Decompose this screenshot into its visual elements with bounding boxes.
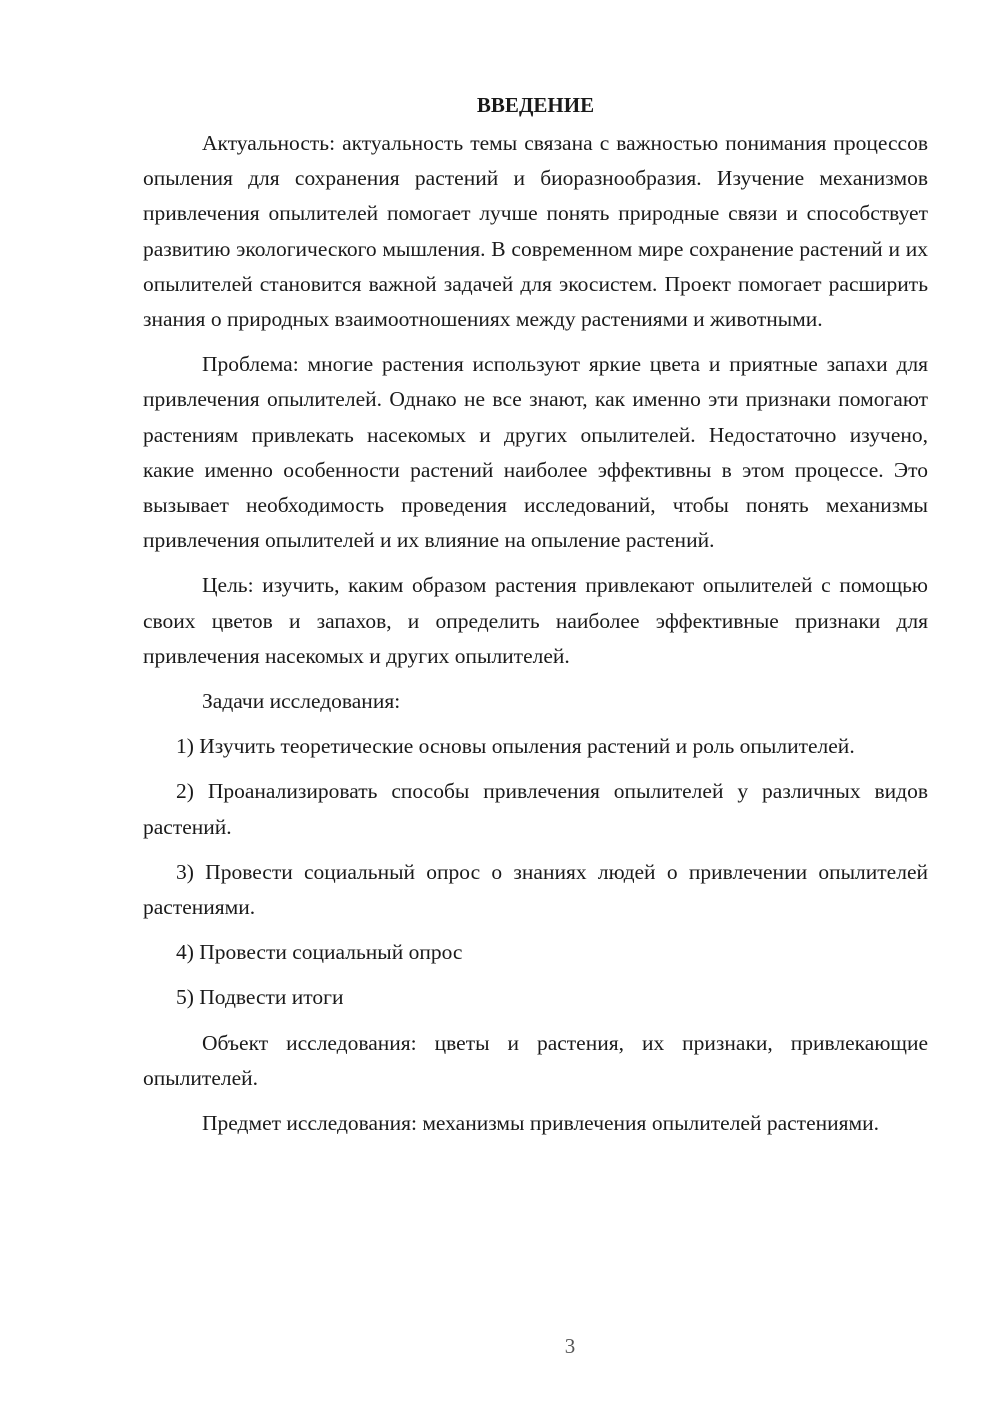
relevance-paragraph: Актуальность: актуальность темы связана с важностью понимания процессов опыления для сохранения растений и биоразнообразия. Изучение механизмов привлечения опылителей помогает лучше понять природные связи и способствует развитию экологического мышления. В современном мире сохранение растений и их опылителей становится важной задачей для экосистем. Проект помогает расширить знания о природных взаимоотношениях между растениями и животными. [143, 131, 928, 332]
task-item: 4) Провести социальный опрос [176, 940, 463, 965]
section-heading: ВВЕДЕНИЕ [476, 93, 595, 117]
problem-paragraph: Проблема: многие растения используют яркие цвета и приятные запахи для привлечения опылителей. Однако не все знают, как именно эти признаки помогают растениям привлекать насекомых и других опылителей. Недостаточно изучено, какие именно особенности растений наиболее эффективны в этом процессе. Это вызывает необходимость проведения исследований, чтобы понять механизмы привлечения опылителей и их влияние на опыление растений. [143, 352, 928, 553]
object-paragraph: Объект исследования: цветы и растения, их признаки, привлекающие опылителей. [143, 1030, 928, 1090]
task-item: 1) Изучить теоретические основы опыления растений и роль опылителей. [176, 734, 855, 759]
task-item: 3) Провести социальный опрос о знаниях людей о привлечении опылителей растениями. [143, 859, 928, 920]
document-page [143, 90, 928, 1151]
task-item: 2) Проанализировать способы привлечения опылителей у различных видов растений. [143, 779, 928, 839]
subject-paragraph: Предмет исследования: механизмы привлечения опылителей растениями. [202, 1111, 880, 1136]
goal-paragraph: Цель: изучить, каким образом растения привлекают опылителей с помощью своих цветов и запахов, и определить наиболее эффективные признаки для привлечения насекомых и других опылителей. [143, 573, 928, 668]
page-number: 3 [564, 1334, 576, 1358]
task-item: 5) Подвести итоги [176, 985, 344, 1010]
tasks-title: Задачи исследования: [202, 689, 401, 714]
